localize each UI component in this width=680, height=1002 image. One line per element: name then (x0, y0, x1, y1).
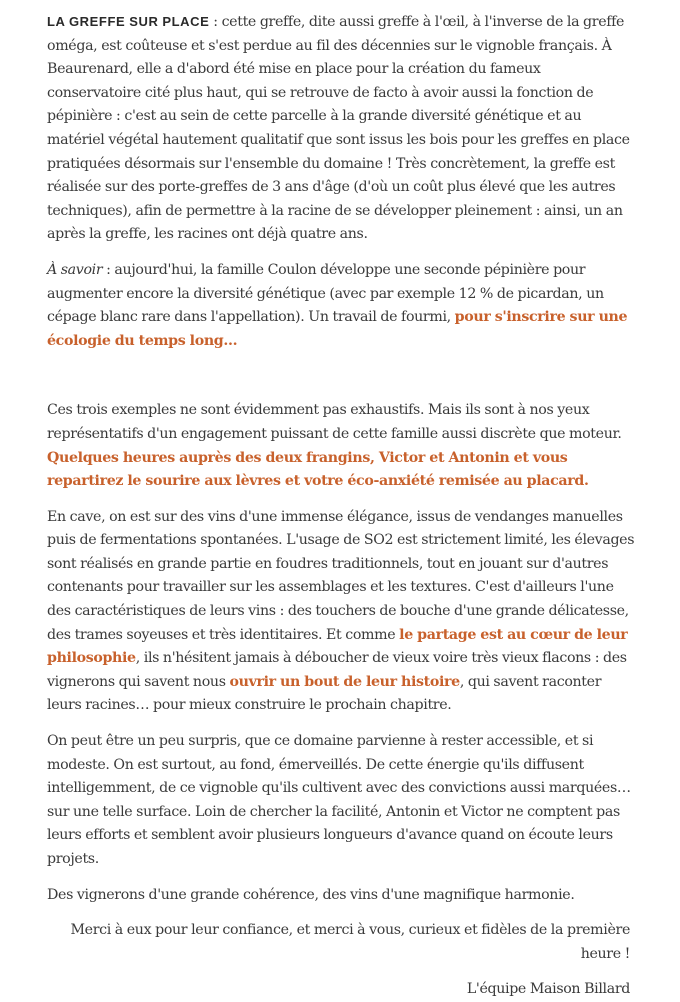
section-lead-heading: LA GREFFE SUR PLACE (47, 14, 210, 29)
thanks-line: Merci à eux pour leur confiance, et merci à vous, curieux et fidèles de la première heure ! (70, 922, 630, 962)
paragraph-greffe-sur-place (47, 10, 638, 247)
section-spacer (47, 365, 638, 399)
paragraph-text: , qui savent raconter leurs racines… pour mieux construire le prochain chapitre. (47, 673, 602, 714)
paragraph-text: On peut être un peu surpris, que ce domaine parvienne à rester accessible, et si modeste. On est surtout, au fond, émerveillés. De cette énergie qu'ils diffusent intelligemment, de ce vignoble qu'ils cultivent avec des convictions aussi marquées… sur une telle surface. Loin de chercher la facilité, Antonin et Victor ne comptent pas leurs efforts et semblent avoir plusieurs longueurs d'avance quand on écoute leurs projets. (47, 733, 631, 867)
highlight-ecologie: pour s'inscrire sur une écologie du temps long… (47, 309, 628, 349)
paragraph-text: , ils n'hésitent jamais à déboucher de vieux voire très vieux flacons : des vignerons qui savent nous (47, 650, 627, 690)
highlight-partage: le partage est au cœur de leur philosophie (47, 626, 628, 667)
signature: L'équipe Maison Billard (466, 981, 630, 998)
highlight-frangins: Quelques heures auprès des deux frangins, Victor et Antonin et vous repartirez le sourire aux lèvres et votre éco-anxiété remisée au placard. (47, 449, 589, 490)
a-savoir-label: À savoir (47, 261, 103, 278)
paragraph-trois-exemples (47, 399, 638, 493)
paragraph-coherence (47, 884, 638, 908)
paragraph-a-savoir (47, 259, 638, 353)
paragraph-text: : aujourd'hui, la famille Coulon développe une seconde pépinière pour augmenter encore la diversité génétique (avec par exemple 12 % de picardan, un cépage blanc rare dans l'appellation). Un travail de fourmi, (47, 261, 604, 326)
highlight-histoire: ouvrir un bout de leur histoire (229, 673, 460, 690)
paragraph-text: En cave, on est sur des vins d'une immense élégance, issus de vendanges manuelles puis de fermentations spontanées. L'usage de SO2 est strictement limité, les élevages sont réalisés en grande partie en foudres traditionnels, tout en jouant sur d'autres contenants pour travailler sur les assemblages et les textures. C'est d'ailleurs l'une des caractéristiques de leurs vins : des touchers de bouche d'une grande délicatesse, des trames soyeuses et très identitaires. Et comme (47, 508, 635, 643)
paragraph-text: : cette greffe, dite aussi greffe à l'œil, à l'inverse de la greffe oméga, est coûteuse et s'est perdue au fil des décennies sur le vignoble français. À Beaurenard, elle a d'abord été mise en place pour la création du fameux conservatoire cité plus haut, qui se retrouve de facto à avoir aussi la fonction de pépinière : c'est au sein de cette parcelle à la grande diversité génétique et au matériel végétal hautement qualitatif que sont issus les bois pour les greffes en place pratiquées désormais sur l'ensemble du domaine ! Très concrètement, la greffe est réalisée sur des porte-greffes de 3 ans d'âge (d'où un coût plus élevé que les autres techniques), afin de permettre à la racine de se développer pleinement : ainsi, un an après la greffe, les racines ont déjà quatre ans. (47, 14, 630, 243)
paragraph-text: Ces trois exemples ne sont évidemment pas exhaustifs. Mais ils sont à nos yeux représentatifs d'un engagement puissant de cette famille aussi discrète que moteur. (47, 402, 622, 442)
paragraph-text: Des vignerons d'une grande cohérence, des vins d'une magnifique harmonie. (47, 886, 575, 903)
paragraph-en-cave (47, 506, 638, 718)
paragraph-surpris (47, 730, 638, 872)
